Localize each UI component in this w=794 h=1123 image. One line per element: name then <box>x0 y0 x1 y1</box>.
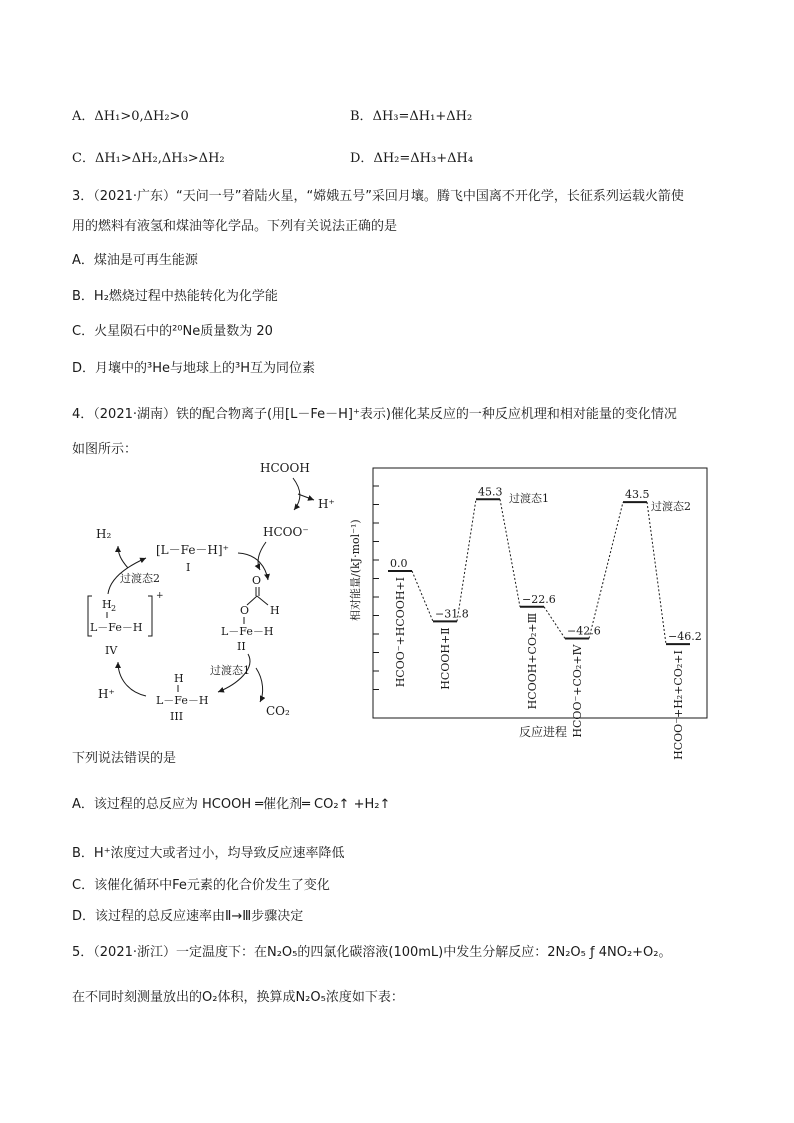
cycle-hcooh: HCOOH <box>260 461 310 475</box>
q2-option-a: A．ΔH₁>0,ΔH₂>0 <box>72 109 189 124</box>
energy-connector <box>457 499 476 621</box>
q2-option-c: C．ΔH₁>ΔH₂,ΔH₃>ΔH₂ <box>72 151 225 166</box>
q2-option-b: B．ΔH₃=ΔH₁+ΔH₂ <box>350 109 473 124</box>
q4-option-b: B．H⁺浓度过大或者过小，均导致反应速率降低 <box>72 846 345 861</box>
energy-level-label-6: HCOO⁻+H₂+CO₂+Ⅰ <box>672 650 685 760</box>
q4-stem-line2: 如图所示： <box>72 442 138 457</box>
energy-value-0: 0.0 <box>390 557 408 570</box>
svg-text:H: H <box>174 672 184 685</box>
cycle-ts2: 过渡态2 <box>120 572 160 585</box>
energy-xlabel: 反应进程 <box>519 725 568 739</box>
energy-connector <box>412 571 433 621</box>
q4-stem-line1: 4．（2021·湖南）铁的配合物离子(用[L－Fe－H]⁺表示)催化某反应的一种反应机理和相对能量的变化情况 <box>72 407 677 422</box>
q3-option-d: D．月壤中的³He与地球上的³H互为同位素 <box>72 361 315 376</box>
q5-stem-line1: 5．（2021·浙江）一定温度下：在N₂O₅的四氯化碳溶液(100mL)中发生分解反应：2N₂O₅ ƒ 4NO₂+O₂。 <box>72 945 672 960</box>
svg-text:L－Fe－H: L－Fe－H <box>90 621 143 634</box>
energy-value-2: 45.3 <box>478 485 503 499</box>
energy-diagram <box>345 466 745 760</box>
energy-level-label-1: HCOOH+Ⅱ <box>439 627 452 690</box>
energy-connector <box>544 607 565 639</box>
cycle-arrow-iii-to-iv <box>118 662 146 696</box>
q4-option-c: C．该催化循环中Fe元素的化合价发生了变化 <box>72 878 330 893</box>
energy-ts2-label: 过渡态2 <box>651 500 691 513</box>
svg-text:H: H <box>270 604 280 617</box>
q3-option-b: B．H₂燃烧过程中热能转化为化学能 <box>72 289 278 304</box>
energy-level-label-3: HCOOH+CO₂+Ⅲ <box>526 612 539 710</box>
cycle-label-iii: III <box>170 710 184 723</box>
cycle-hplus-top: H⁺ <box>318 497 335 511</box>
cycle-arrow-hplus-out <box>298 494 314 500</box>
cycle-complex-i: [L－Fe－H]⁺ <box>156 543 229 557</box>
energy-value-6: −46.2 <box>668 630 702 644</box>
q4-option-a: A．该过程的总反应为 HCOOH ═催化剂═ CO₂↑ +H₂↑ <box>72 797 391 812</box>
energy-level-label-4: HCOO⁻+CO₂+Ⅳ <box>571 644 584 738</box>
energy-value-5: 43.5 <box>625 488 650 502</box>
energy-ts1-label: 过渡态1 <box>509 492 549 505</box>
cycle-co2: CO₂ <box>266 704 290 718</box>
q2-option-d: D．ΔH₂=ΔH₃+ΔH₄ <box>350 151 474 166</box>
svg-text:L－Fe－H: L－Fe－H <box>156 694 209 707</box>
q5-stem-line2: 在不同时刻测量放出的O₂体积，换算成N₂O₅浓度如下表： <box>72 990 404 1005</box>
cycle-label-i: I <box>186 561 191 574</box>
svg-text:L－Fe－H: L－Fe－H <box>221 625 274 638</box>
svg-text:H: H <box>102 598 112 611</box>
energy-value-1: −31.8 <box>435 607 469 621</box>
energy-ylabel: 相对能量/(kJ·mol⁻¹) <box>349 519 362 621</box>
cycle-hplus-bottom: H⁺ <box>98 687 115 701</box>
q3-stem-line2: 用的燃料有液氢和煤油等化学品。下列有关说法正确的是 <box>72 219 398 234</box>
energy-connector <box>500 499 520 607</box>
svg-text:+: + <box>156 591 164 601</box>
q4-question: 下列说法错误的是 <box>72 751 177 766</box>
q3-stem-line1: 3．（2021·广东）“天问一号”着陆火星，“嫦娥五号”采回月壤。腾飞中国离不开化学，长征系列运载火箭使 <box>72 189 684 204</box>
energy-value-3: −22.6 <box>522 592 556 606</box>
svg-text:2: 2 <box>111 604 117 613</box>
energy-value-4: −42.6 <box>567 624 601 638</box>
energy-connector <box>647 502 666 644</box>
cycle-arrow-co2 <box>256 668 263 702</box>
cycle-arrow-h2 <box>118 546 128 568</box>
cycle-label-ii: II <box>237 640 246 653</box>
catalytic-cycle-figure <box>88 458 378 723</box>
energy-level-label-0: HCOO⁻+HCOOH+Ⅰ <box>394 577 407 688</box>
svg-text:O: O <box>240 604 250 617</box>
q3-option-c: C．火星陨石中的²⁰Ne质量数为 20 <box>72 324 273 339</box>
energy-connector <box>589 502 623 638</box>
cycle-hcoo: HCOO⁻ <box>263 525 309 539</box>
q3-option-a: A．煤油是可再生能源 <box>72 253 198 268</box>
cycle-h2: H₂ <box>96 527 112 541</box>
cycle-label-iv: IV <box>105 644 118 657</box>
cycle-ts1: 过渡态1 <box>210 664 250 677</box>
svg-text:O: O <box>252 574 262 587</box>
q4-option-d: D．该过程的总反应速率由Ⅱ→Ⅲ步骤决定 <box>72 909 304 924</box>
